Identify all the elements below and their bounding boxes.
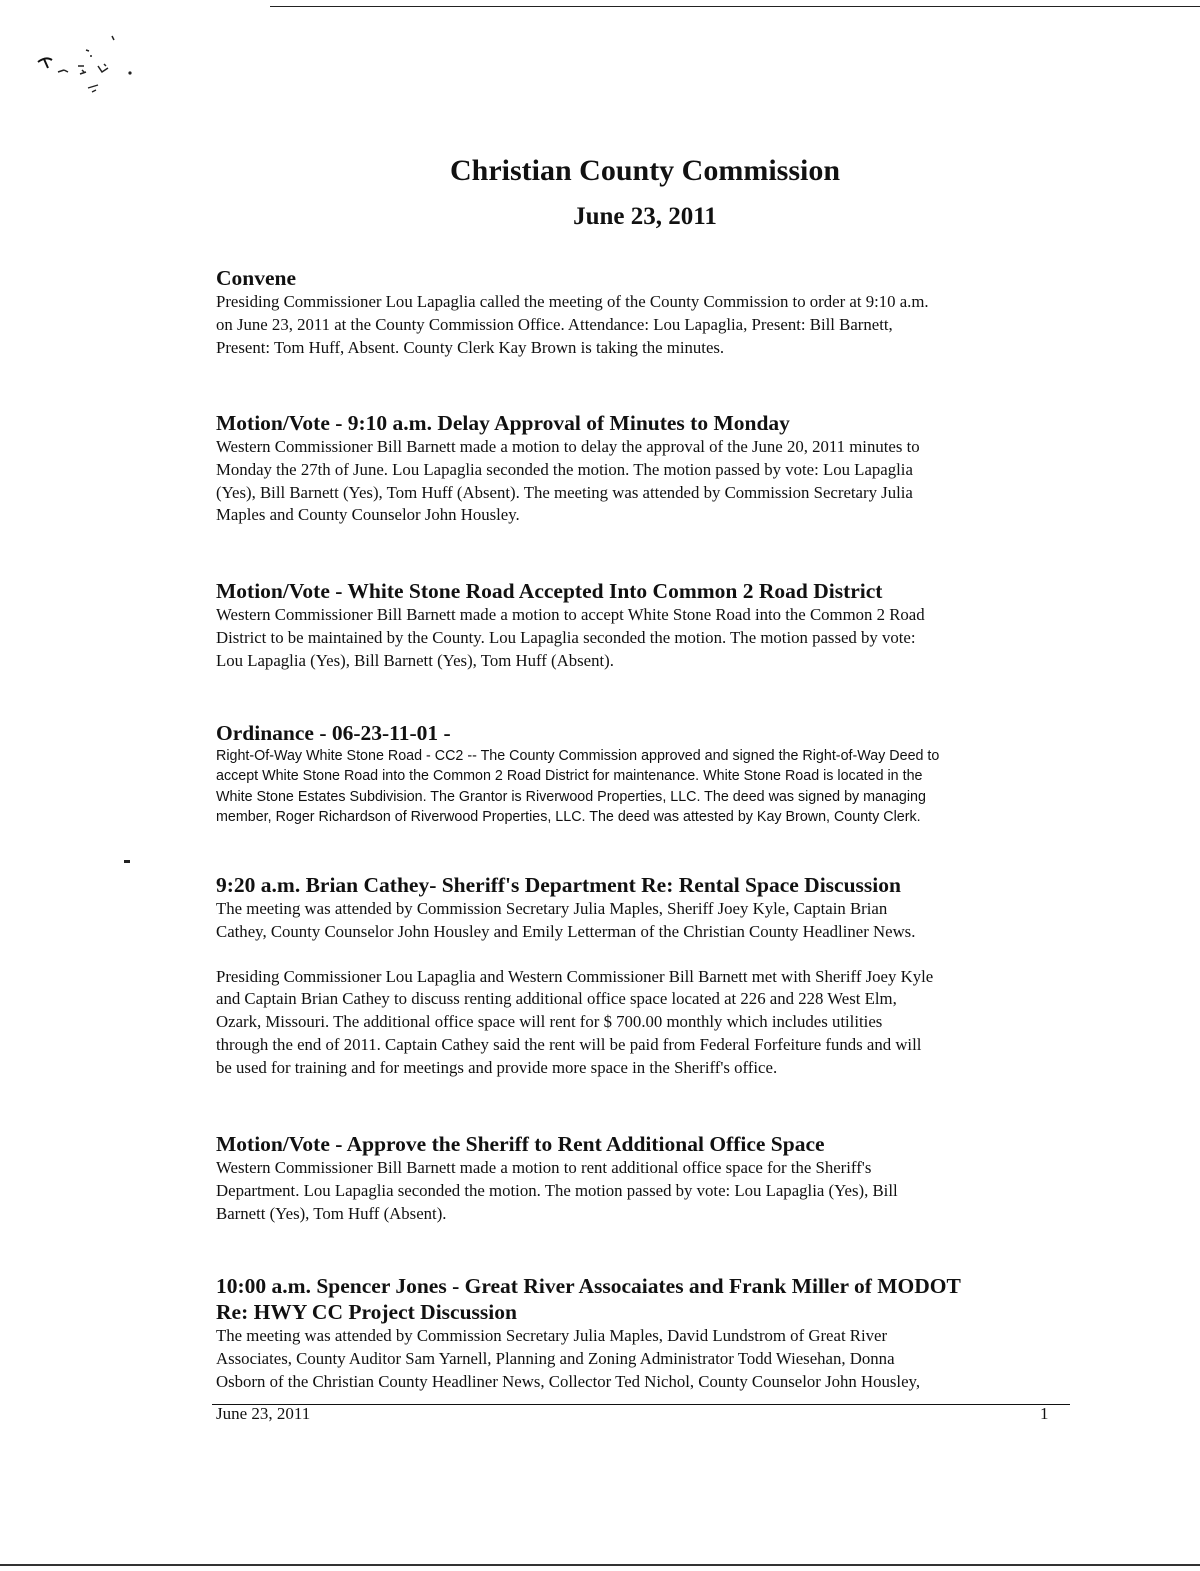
section-body: Western Commissioner Bill Barnett made a motion to delay the approval of the June 20, 2011 minutes to Monday the 27th of June. Lou Lapaglia seconded the motion. The motion passed by vote: Lou Lapaglia (Yes), Bill Barnett (Yes), Tom Huff (Absent). The meeting was attended by Commission Secretary Julia Maples and County Counselor John Housley. [216,437,920,525]
section-heading: Ordinance - 06-23-11-01 - [216,721,451,745]
section-body-paragraph-2: Presiding Commissioner Lou Lapaglia and Western Commissioner Bill Barnett met with Sheriff Joey Kyle and Captain Brian Cathey to discuss renting additional office space located at 226 and 228 West Elm, Ozark, Missouri. The additional office space will rent for $ 700.00 monthly which includes utilities through the end of 2011. Captain Cathey said the rent will be paid from Federal Forfeiture funds and will be used for training and for meetings and provide more space in the Sheriff's office. [216,966,934,1077]
page-number: 1 [1040,1404,1049,1423]
section-white-stone-road [216,578,1076,672]
section-body: Presiding Commissioner Lou Lapaglia called the meeting of the County Commission to order at 9:10 a.m. on June 23, 2011 at the County Commission Office. Attendance: Lou Lapaglia, Present: Bill Barnett, Present: Tom Huff, Absent. County Clerk Kay Brown is taking the minutes. [216,292,929,357]
scan-edge-line-top [270,6,1200,7]
section-body: Right-Of-Way White Stone Road - CC2 -- The County Commission approved and signed the Right-of-Way Deed to accept White Stone Road into the Common 2 Road District for maintenance. White Stone Road is located in the White Stone Estates Subdivision. The Grantor is Riverwood Properties, LLC. The deed was signed by managing member, Roger Richardson of Riverwood Properties, LLC. The deed was attested by Kay Brown, County Clerk. [216,748,940,825]
section-body: The meeting was attended by Commission Secretary Julia Maples, David Lundstrom of Great River Associates, County Auditor Sam Yarnell, Planning and Zoning Administrator Todd Wiesehan, Donna Osborn of the Christian County Headliner News, Collector Ted Nichol, County Counselor John Housley, [216,1326,921,1391]
section-ordinance [216,720,1076,827]
scan-edge-line-bottom [0,1564,1200,1566]
document-date: June 23, 2011 [573,203,717,230]
section-heading: Convene [216,266,297,290]
section-body: Western Commissioner Bill Barnett made a motion to accept White Stone Road into the Common 2 Road District to be maintained by the County. Lou Lapaglia seconded the motion. The motion passed by vote: Lou Lapaglia (Yes), Bill Barnett (Yes), Tom Huff (Absent). [216,605,925,670]
footer-divider [212,1404,1070,1405]
section-heading: Motion/Vote - Approve the Sheriff to Rent Additional Office Space [216,1132,825,1156]
section-heading: Motion/Vote - 9:10 a.m. Delay Approval of Minutes to Monday [216,411,790,435]
footer-date: June 23, 2011 [216,1404,311,1423]
section-rental-space-discussion [216,872,1076,1080]
section-heading: Motion/Vote - White Stone Road Accepted Into Common 2 Road District [216,579,883,603]
section-body: Western Commissioner Bill Barnett made a motion to rent additional office space for the Sheriff's Department. Lou Lapaglia seconded the motion. The motion passed by vote: Lou Lapaglia (Yes), Bill Barnett (Yes), Tom Huff (Absent). [216,1158,898,1223]
section-hwy-cc-project [216,1273,1076,1393]
section-delay-minutes [216,410,1076,527]
scan-speckle-marks [30,30,170,110]
document-title: Christian County Commission [449,154,841,187]
section-convene [216,265,1076,359]
section-approve-rent [216,1131,1076,1225]
section-heading: 10:00 a.m. Spencer Jones - Great River Assocaiates and Frank Miller of MODOT [216,1274,961,1298]
section-heading-line-2: Re: HWY CC Project Discussion [216,1300,517,1324]
scan-speck [124,860,130,863]
section-body: The meeting was attended by Commission Secretary Julia Maples, Sheriff Joey Kyle, Captain Brian Cathey, County Counselor John Housley and Emily Letterman of the Christian County Headliner News. [216,899,916,941]
section-heading: 9:20 a.m. Brian Cathey- Sheriff's Department Re: Rental Space Discussion [216,873,901,897]
